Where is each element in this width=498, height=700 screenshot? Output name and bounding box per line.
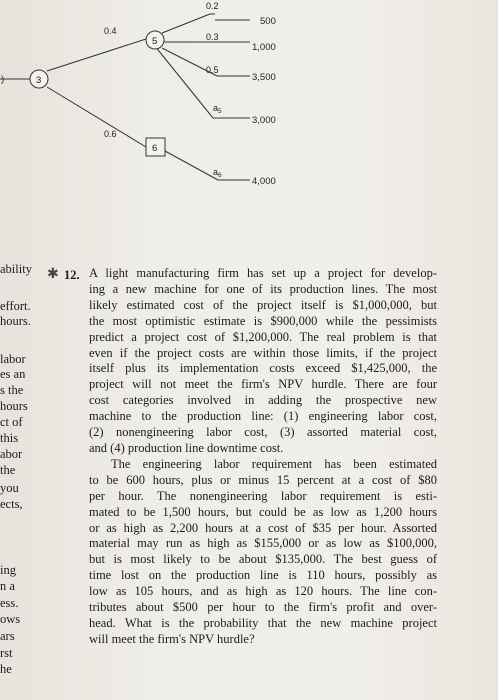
problem-line: likely estimated cost of the project itself is $1,000,000, but <box>89 297 437 312</box>
left-partial-glyph: ) <box>1 74 5 85</box>
problem-line: low as 105 hours, and as high as 120 hours. The line con- <box>89 584 437 599</box>
margin-word: he <box>0 662 12 676</box>
problem-line: head. What is the probability that the new machine project <box>89 615 437 630</box>
problem-line: or as high as 2,200 hours at a cost of $35 per hour. Assorted <box>89 520 437 535</box>
outcome-5: 4,000 <box>252 176 276 187</box>
problem-line: time lost on the production line is 110 hours, possibly as <box>89 568 437 583</box>
margin-word: ars <box>0 629 15 643</box>
margin-word: rst <box>0 646 13 660</box>
problem-line: predict a project cost of $1,200,000. The real problem is that <box>89 329 437 344</box>
margin-word: s the <box>0 383 24 397</box>
margin-word: you <box>0 481 19 495</box>
left-margin-cut-text <box>0 0 42 700</box>
star-mark-icon: ✱ <box>47 267 59 282</box>
problem-line: to be 600 hours, plus or minus 15 percent at a cost of $80 <box>89 472 437 487</box>
prob-n5-b1: 0.3 <box>206 32 219 42</box>
prob-n5-b2: 0.5 <box>206 65 219 75</box>
problem-line: The engineering labor requirement has been estimated <box>111 456 437 471</box>
decision-tree <box>0 0 498 215</box>
margin-word: hours <box>0 399 28 413</box>
problem-line: will meet the firm's NPV hurdle? <box>89 631 255 646</box>
margin-word: abor <box>0 447 23 461</box>
margin-word: ct of <box>0 415 23 429</box>
branch-n6-a6 <box>165 151 218 180</box>
outcome-4: 3,000 <box>252 115 276 126</box>
node-6-label: 6 <box>152 143 158 154</box>
problem-12-text <box>89 266 437 648</box>
margin-word: hours. <box>0 314 31 328</box>
branch-n3-n6 <box>47 87 146 147</box>
prob-a6: $a_6$ <box>213 167 222 179</box>
outcome-2: 1,000 <box>252 42 276 53</box>
prob-n3-n5: 0.4 <box>104 26 117 36</box>
problem-line: cost categories involved in adding the prospective new <box>89 393 437 408</box>
prob-top-cut: 0.2 <box>206 1 219 11</box>
margin-word: the <box>0 463 16 477</box>
problem-line: material may run as high as $155,000 or as low as $100,000, <box>89 536 437 551</box>
margin-word: ability <box>0 262 32 276</box>
problem-line: per hour. The nonengineering labor requirement is esti- <box>89 488 437 503</box>
margin-word: this <box>0 431 19 445</box>
outcome-1: 500 <box>260 16 276 27</box>
prob-n3-n6: 0.6 <box>104 129 117 139</box>
problem-line: machine to the production line: (1) engineering labor cost, <box>89 409 437 424</box>
margin-word: n a <box>0 579 15 593</box>
branch-n5-a5 <box>150 40 213 118</box>
margin-word: ing <box>0 563 16 577</box>
margin-word: ows <box>0 612 21 626</box>
margin-word: es an <box>0 367 26 381</box>
problem-number: 12. <box>64 268 80 282</box>
node-3-label: 3 <box>36 75 42 86</box>
problem-line: A light manufacturing firm has set up a project for develop- <box>89 266 437 280</box>
problem-line: tributes about $500 per hour to the firm's profit and over- <box>89 600 437 615</box>
problem-line: project will not meet the firm's NPV hurdle. There are four <box>89 377 437 392</box>
problem-line: itself plus its implementation costs exceed $1,425,000, the <box>89 361 437 376</box>
branch-n5-top <box>162 14 210 33</box>
margin-word: ects, <box>0 497 23 511</box>
node-5-label: 5 <box>152 36 158 47</box>
branch-n3-n5 <box>47 39 146 71</box>
problem-line: even if the project costs are within those limits, if the project <box>89 345 437 360</box>
margin-word: labor <box>0 352 26 366</box>
problem-line: the most optimistic estimate is $900,000 while the pessimists <box>89 313 437 328</box>
prob-a5: $a_5$ <box>213 103 222 115</box>
problem-line: but is most likely to be about $135,000. The best guess of <box>89 552 437 567</box>
margin-word: ess. <box>0 596 19 610</box>
problem-line: mated to be 1,500 hours, but could be as low as 1,200 hours <box>89 504 437 519</box>
outcome-3: 3,500 <box>252 72 276 83</box>
margin-word: effort. <box>0 299 31 313</box>
problem-line: and (4) production line downtime cost. <box>89 440 284 455</box>
problem-line: ing a new machine for one of its production lines. The most <box>89 281 437 296</box>
problem-line: (2) nonengineering labor cost, (3) assorted material cost, <box>89 425 437 440</box>
